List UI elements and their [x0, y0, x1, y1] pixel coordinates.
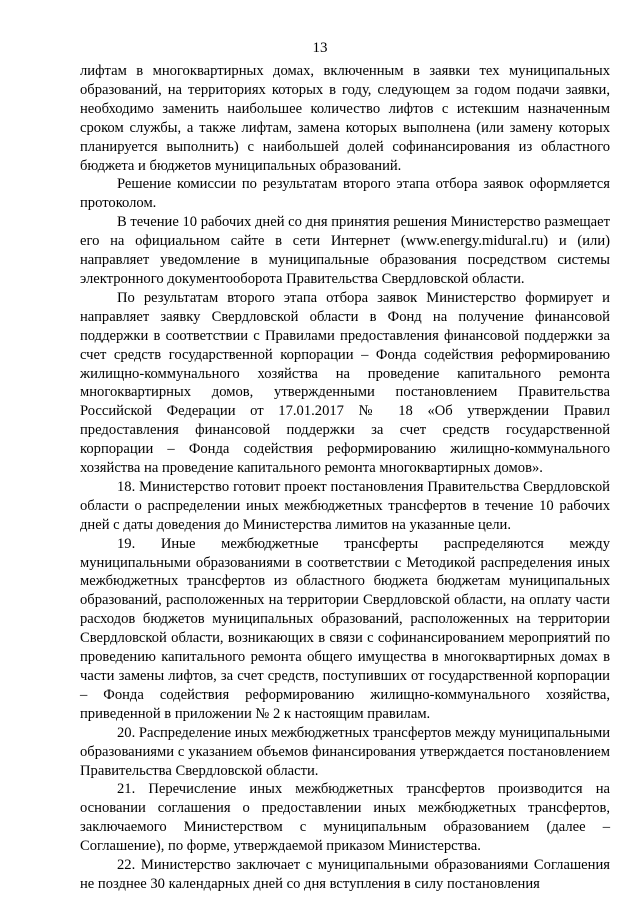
paragraph-continuation: лифтам в многоквартирных домах, включенным в заявки тех муниципальных образований, на территориях которых в году, следующем за годом подачи заявки, необходимо заменить наибольшее количество лифтов с истекшим назначенным сроком службы, а также лифтам, замена которых выполнена (или замену которых планируется выполнить) с наибольшей долей софинансирования из областного бюджета и бюджетов муниципальных образований.	[80, 63, 610, 174]
paragraph-item-19: 19. Иные межбюджетные трансферты распределяются между муниципальными образованиями в соответствии с Методикой распределения иных межбюджетных трансфертов из областного бюджета бюджетам муниципальных образований, расположенных на территории Свердловской области, на оплату части расходов бюджетов муниципальных образований, расположенных на территории Свердловской области, возникающих в связи с софинансированием мероприятий по проведению капитального ремонта общего имущества в многоквартирных домах в части замены лифтов, за счет средств, поступивших от государственной корпорации – Фонда содействия реформированию жилищно-коммунального хозяйства, приведенной в приложении № 2 к настоящим правилам.	[80, 535, 610, 722]
paragraph-publication: В течение 10 рабочих дней со дня принятия решения Министерство размещает его на официальном сайте в сети Интернет (www.energy.midural.ru) и (или) направляет уведомление в муниципальные образования посредством системы электронного документооборота Правительства Свердловской области.	[80, 214, 610, 287]
paragraph-fund-application: По результатам второго этапа отбора заявок Министерство формирует и направляет заявку Свердловской области в Фонд на получение финансовой поддержки в соответствии с Правилами предоставления финансовой поддержки за счет средств государственной корпорации – Фонда содействия реформированию жилищно-коммунального хозяйства на проведение капитального ремонта многоквартирных домов, утвержденными постановлением Правительства Российской Федерации от 17.01.2017 № 18 «Об утверждении Правил предоставления финансовой поддержки за счет средств государственной корпорации – Фонда содействия реформированию жилищно-коммунального хозяйства на проведение капитального ремонта многоквартирных домов».	[80, 289, 610, 477]
paragraph-commission-decision: Решение комиссии по результатам второго этапа отбора заявок оформляется протоколом.	[80, 176, 610, 212]
document-body	[80, 62, 610, 894]
paragraph-item-20: 20. Распределение иных межбюджетных трансфертов между муниципальными образованиями с указанием объемов финансирования утверждается постановлением Правительства Свердловской области.	[80, 724, 610, 779]
paragraph-item-21: 21. Перечисление иных межбюджетных трансфертов производится на основании соглашения о предоставлении иных межбюджетных трансфертов, заключаемого Министерством с муниципальным образованием (далее – Соглашение), по форме, утверждаемой приказом Министерства.	[80, 781, 610, 855]
paragraph-item-18: 18. Министерство готовит проект постановления Правительства Свердловской области о распределении иных межбюджетных трансфертов в течение 10 рабочих дней с даты доведения до Министерства лимитов на указанные цели.	[80, 478, 610, 533]
page-number: 13	[312, 40, 328, 56]
paragraph-item-22: 22. Министерство заключает с муниципальными образованиями Соглашения не позднее 30 календарных дней со дня вступления в силу постановления	[80, 857, 610, 892]
